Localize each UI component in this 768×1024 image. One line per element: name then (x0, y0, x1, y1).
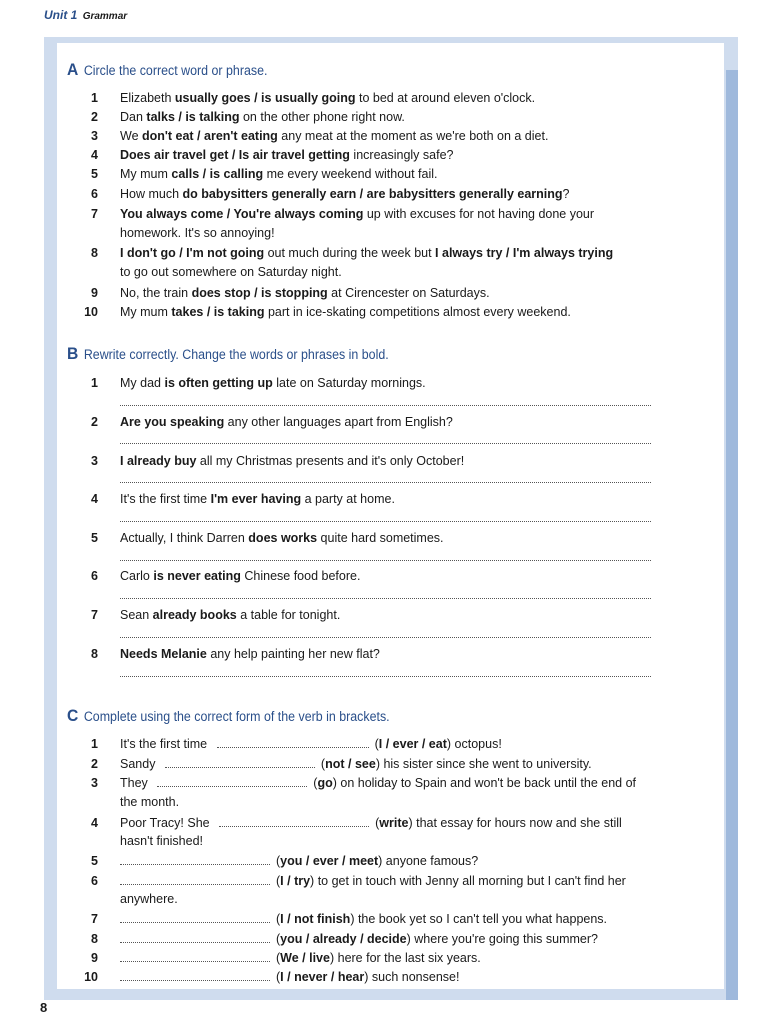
item-number: 5 (91, 531, 98, 545)
item-number: 2 (91, 415, 98, 429)
item-number: 5 (91, 854, 98, 868)
item-text: such nonsense! (368, 970, 460, 984)
item-text: They (120, 776, 152, 790)
item-text: Carlo (120, 569, 154, 583)
item-text: quite hard sometimes. (317, 531, 444, 545)
item-text: a party at home. (301, 492, 395, 506)
item-number: 4 (91, 148, 98, 162)
item-text: My mum (120, 305, 172, 319)
item-text: where you're going this summer? (410, 932, 598, 946)
item-option[interactable]: takes / is taking (171, 305, 265, 319)
page-header (44, 8, 127, 22)
item-text: a table for tonight. (236, 608, 341, 622)
item-number: 6 (91, 187, 98, 201)
item-bold: does works (248, 531, 318, 545)
c-item-3-continued: the month. (120, 795, 180, 809)
item-text: up with excuses for not having done your (363, 207, 595, 221)
answer-line[interactable] (120, 521, 651, 522)
item-text: any help painting her new flat? (206, 647, 380, 661)
item-option[interactable]: You always come / You're always coming (120, 207, 364, 221)
item-number: 2 (91, 110, 98, 124)
verb-hint: I / never / hear (280, 970, 365, 984)
answer-gap[interactable] (120, 853, 270, 865)
item-text: at Cirencester on Saturdays. (327, 286, 490, 300)
item-text: How much (120, 187, 183, 201)
item-bold: I already buy (120, 454, 197, 468)
item-number: 7 (91, 912, 98, 926)
c-item-4-continued: hasn't finished! (120, 834, 203, 848)
verb-hint: go (317, 776, 333, 790)
answer-line[interactable] (120, 443, 651, 444)
item-number: 7 (91, 608, 98, 622)
answer-gap[interactable] (120, 931, 270, 943)
item-text: me every weekend without fail. (263, 167, 438, 181)
item-number: 9 (91, 951, 98, 965)
item-number: 5 (91, 167, 98, 181)
item-text: Poor Tracy! She (120, 816, 214, 830)
answer-line[interactable] (120, 560, 651, 561)
item-number: 8 (91, 647, 98, 661)
section-c-instruction: Complete using the correct form of the verb in brackets. (83, 709, 390, 724)
answer-line[interactable] (120, 676, 651, 677)
item-option[interactable]: do babysitters generally earn / are babysitters generally earning (182, 187, 563, 201)
item-text: No, the train (120, 286, 192, 300)
item-bold: Needs Melanie (120, 647, 207, 661)
item-text: any meat at the moment as we're both on a diet. (277, 129, 549, 143)
item-text: We (120, 129, 142, 143)
verb-hint: you / ever / meet (280, 854, 379, 868)
item-text: Dan (120, 110, 147, 124)
answer-line[interactable] (120, 405, 651, 406)
verb-hint: write (379, 816, 409, 830)
unit-label: Unit 1 (44, 8, 78, 22)
item-text: part in ice-skating competitions almost every weekend. (264, 305, 571, 319)
item-text: all my Christmas presents and it's only October! (196, 454, 465, 468)
section-c-letter: C (67, 706, 79, 725)
item-text: here for the last six years. (334, 951, 481, 965)
subject-label: Grammar (82, 11, 128, 22)
item-text: My dad (120, 376, 165, 390)
item-text: Chinese food before. (240, 569, 361, 583)
answer-gap[interactable] (219, 815, 369, 827)
item-text: It's the first time (120, 737, 211, 751)
item-text: ? (562, 187, 570, 201)
item-text: increasingly safe? (349, 148, 454, 162)
item-text: anyone famous? (382, 854, 479, 868)
verb-hint: not / see (325, 757, 376, 771)
item-bold: I'm ever having (210, 492, 302, 506)
frame-edge (726, 70, 738, 1000)
item-text: octopus! (451, 737, 502, 751)
item-number: 9 (91, 286, 98, 300)
item-option[interactable]: does stop / is stopping (191, 286, 328, 300)
item-text: that essay for hours now and she still (412, 816, 622, 830)
item-text: the book yet so I can't tell you what happens. (354, 912, 608, 926)
section-b-letter: B (67, 344, 79, 363)
verb-hint: I / ever / eat (378, 737, 447, 751)
item-option[interactable]: calls / is calling (171, 167, 264, 181)
answer-gap[interactable] (120, 873, 270, 885)
item-text: Sean (120, 608, 153, 622)
answer-line[interactable] (120, 637, 651, 638)
answer-gap[interactable] (120, 969, 270, 981)
item-number: 4 (91, 492, 98, 506)
item-text: on holiday to Spain and won't be back until the end of (336, 776, 637, 790)
item-text: out much during the week but (264, 246, 436, 260)
item-number: 2 (91, 757, 98, 771)
verb-hint: you / already / decide (280, 932, 407, 946)
item-text: his sister since she went to university. (379, 757, 592, 771)
section-a-letter: A (67, 60, 79, 79)
verb-hint: We / live (280, 951, 330, 965)
item-number: 1 (91, 91, 98, 105)
answer-gap[interactable] (165, 756, 315, 768)
section-b-title (67, 344, 389, 364)
item-number: 10 (84, 970, 98, 984)
item-number: 3 (91, 776, 98, 790)
item-text: late on Saturday mornings. (272, 376, 426, 390)
section-c-title (67, 706, 390, 726)
item-option[interactable]: I don't go / I'm not going (120, 246, 265, 260)
a-item-7-continued: homework. It's so annoying! (120, 226, 275, 240)
a-item-8-continued: to go out somewhere on Saturday night. (120, 265, 342, 279)
item-text: Actually, I think Darren (120, 531, 249, 545)
section-a-instruction: Circle the correct word or phrase. (83, 63, 268, 78)
item-text: It's the first time (120, 492, 211, 506)
verb-hint: I / try (280, 874, 311, 888)
item-option[interactable]: don't eat / aren't eating (142, 129, 278, 143)
item-text: to get in touch with Jenny all morning but I can't find her (314, 874, 626, 888)
item-bold: already books (152, 608, 237, 622)
item-number: 10 (84, 305, 98, 319)
item-option[interactable]: Does air travel get / Is air travel getting (120, 148, 350, 162)
item-option[interactable]: talks / is talking (146, 110, 240, 124)
item-text: on the other phone right now. (239, 110, 405, 124)
item-number: 3 (91, 454, 98, 468)
item-option[interactable]: I always try / I'm always trying (435, 246, 614, 260)
item-number: 7 (91, 207, 98, 221)
answer-gap[interactable] (157, 775, 307, 787)
item-text: to bed at around eleven o'clock. (355, 91, 536, 105)
answer-gap[interactable] (217, 736, 369, 748)
section-a-title (67, 60, 267, 80)
item-number: 8 (91, 246, 98, 260)
page-number: 8 (40, 1000, 48, 1015)
item-text: Elizabeth (120, 91, 175, 105)
item-bold: Are you speaking (120, 415, 225, 429)
section-b-instruction: Rewrite correctly. Change the words or phrases in bold. (83, 347, 389, 362)
item-number: 1 (91, 737, 98, 751)
item-bold: is often getting up (164, 376, 273, 390)
item-text: Sandy (120, 757, 159, 771)
answer-line[interactable] (120, 482, 651, 483)
answer-gap[interactable] (120, 911, 270, 923)
item-number: 3 (91, 129, 98, 143)
answer-line[interactable] (120, 598, 651, 599)
item-number: 6 (91, 569, 98, 583)
item-number: 6 (91, 874, 98, 888)
item-number: 1 (91, 376, 98, 390)
item-number: 8 (91, 932, 98, 946)
c-item-6-continued: anywhere. (120, 892, 178, 906)
item-text: any other languages apart from English? (224, 415, 453, 429)
item-text: My mum (120, 167, 172, 181)
item-bold: is never eating (153, 569, 241, 583)
answer-gap[interactable] (120, 950, 270, 962)
verb-hint: I / not finish (280, 912, 351, 926)
item-option[interactable]: usually goes / is usually going (174, 91, 356, 105)
item-number: 4 (91, 816, 98, 830)
